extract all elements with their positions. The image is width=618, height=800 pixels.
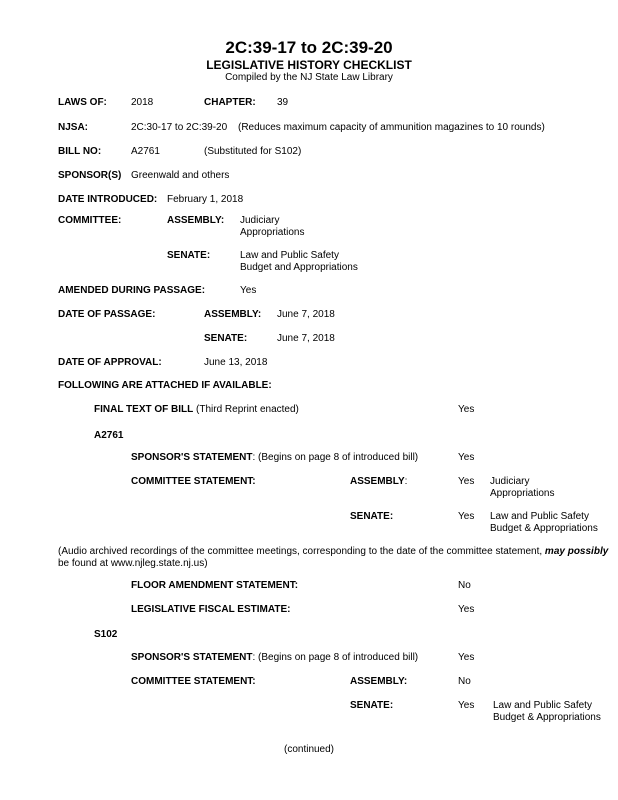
a2761-sponsor-statement-value: Yes [458,452,475,463]
final-text-row [94,404,299,416]
compiled-by: Compiled by the NJ State Law Library [225,72,393,83]
committee-assembly-list [240,215,304,239]
a2761-senate-committee: Budget & Appropriations [490,523,598,534]
a2761-assembly-committee: Appropriations [490,488,555,499]
s102-heading: S102 [94,629,118,640]
s102-senate-value: Yes [458,700,475,711]
bill-no-note: (Substituted for S102) [204,146,302,157]
date-of-approval-label: DATE OF APPROVAL: [58,357,162,368]
committee-assembly-item: Judiciary [240,215,280,226]
bill-no-label: BILL NO: [58,146,102,157]
fiscal-estimate-label: LEGISLATIVE FISCAL ESTIMATE: [131,604,291,615]
fiscal-estimate-value: Yes [458,604,475,615]
s102-senate-committee: Budget & Appropriations [493,712,601,723]
floor-amendment-value: No [458,580,471,591]
amended-value: Yes [240,285,257,296]
a2761-senate-label: SENATE: [350,511,394,522]
bill-no-value: A2761 [131,146,160,157]
final-text-note: (Third Reprint enacted) [193,404,299,415]
chapter-value: 39 [277,97,289,108]
date-of-passage-label: DATE OF PASSAGE: [58,309,156,320]
s102-assembly-value: No [458,676,471,687]
audio-note-line2: be found at www.njleg.state.nj.us) [58,558,208,569]
committee-senate-list [240,250,358,274]
final-text-label: FINAL TEXT OF BILL [94,404,194,415]
attached-heading: FOLLOWING ARE ATTACHED IF AVAILABLE: [58,380,272,391]
laws-of-value: 2018 [131,97,154,108]
chapter-label: CHAPTER: [204,97,256,108]
sponsors-value: Greenwald and others [131,170,230,181]
page-subtitle: LEGISLATIVE HISTORY CHECKLIST [206,58,412,72]
committee-senate-label: SENATE: [167,250,211,261]
a2761-assembly-colon: : [404,476,408,487]
a2761-assembly-label: ASSEMBLY [350,476,405,487]
a2761-assembly-committee: Judiciary [490,476,530,487]
passage-assembly-label: ASSEMBLY: [204,309,262,320]
committee-senate-item: Law and Public Safety [240,250,339,261]
committee-assembly-item: Appropriations [240,227,305,238]
audio-note-emphasis: may possibly [544,546,609,557]
continued-footer: (continued) [283,744,335,755]
a2761-sponsor-statement-row [131,452,418,464]
s102-senate-label: SENATE: [350,700,394,711]
a2761-assembly-label-row [350,476,407,488]
committee-label: COMMITTEE: [58,215,122,226]
committee-senate-item: Budget and Appropriations [240,262,358,273]
sponsors-label: SPONSOR(S) [58,170,122,181]
laws-of-label: LAWS OF: [58,97,107,108]
a2761-sponsor-statement-note: : (Begins on page 8 of introduced bill) [252,452,419,463]
audio-note-line1 [58,546,608,558]
passage-senate-label: SENATE: [204,333,248,344]
a2761-senate-committee: Law and Public Safety [490,511,589,522]
date-of-approval-value: June 13, 2018 [204,357,268,368]
s102-sponsor-statement-label: SPONSOR'S STATEMENT [131,652,253,663]
njsa-description: (Reduces maximum capacity of ammunition magazines to 10 rounds) [238,122,545,133]
s102-sponsor-statement-note: : (Begins on page 8 of introduced bill) [252,652,419,663]
s102-senate-committees [493,700,601,724]
committee-assembly-label: ASSEMBLY: [167,215,225,226]
audio-note-text: (Audio archived recordings of the committee meetings, corresponding to the date of the committee statement, [58,546,545,557]
date-introduced-label: DATE INTRODUCED: [58,194,158,205]
a2761-senate-value: Yes [458,511,475,522]
a2761-sponsor-statement-label: SPONSOR'S STATEMENT [131,452,253,463]
amended-label: AMENDED DURING PASSAGE: [58,285,206,296]
a2761-heading: A2761 [94,430,124,441]
passage-senate-date: June 7, 2018 [277,333,335,344]
s102-senate-committee: Law and Public Safety [493,700,592,711]
date-introduced-value: February 1, 2018 [167,194,244,205]
s102-committee-statement-label: COMMITTEE STATEMENT: [131,676,256,687]
final-text-value: Yes [458,404,475,415]
a2761-assembly-value: Yes [458,476,475,487]
floor-amendment-label: FLOOR AMENDMENT STATEMENT: [131,580,299,591]
s102-sponsor-statement-value: Yes [458,652,475,663]
page-title: 2C:39-17 to 2C:39-20 [225,38,393,57]
njsa-value: 2C:30-17 to 2C:39-20 [131,122,228,133]
njsa-label: NJSA: [58,122,89,133]
s102-sponsor-statement-row [131,652,418,664]
a2761-assembly-committees [490,476,554,500]
passage-assembly-date: June 7, 2018 [277,309,335,320]
a2761-senate-committees [490,511,598,535]
a2761-committee-statement-label: COMMITTEE STATEMENT: [131,476,256,487]
s102-assembly-label: ASSEMBLY: [350,676,408,687]
